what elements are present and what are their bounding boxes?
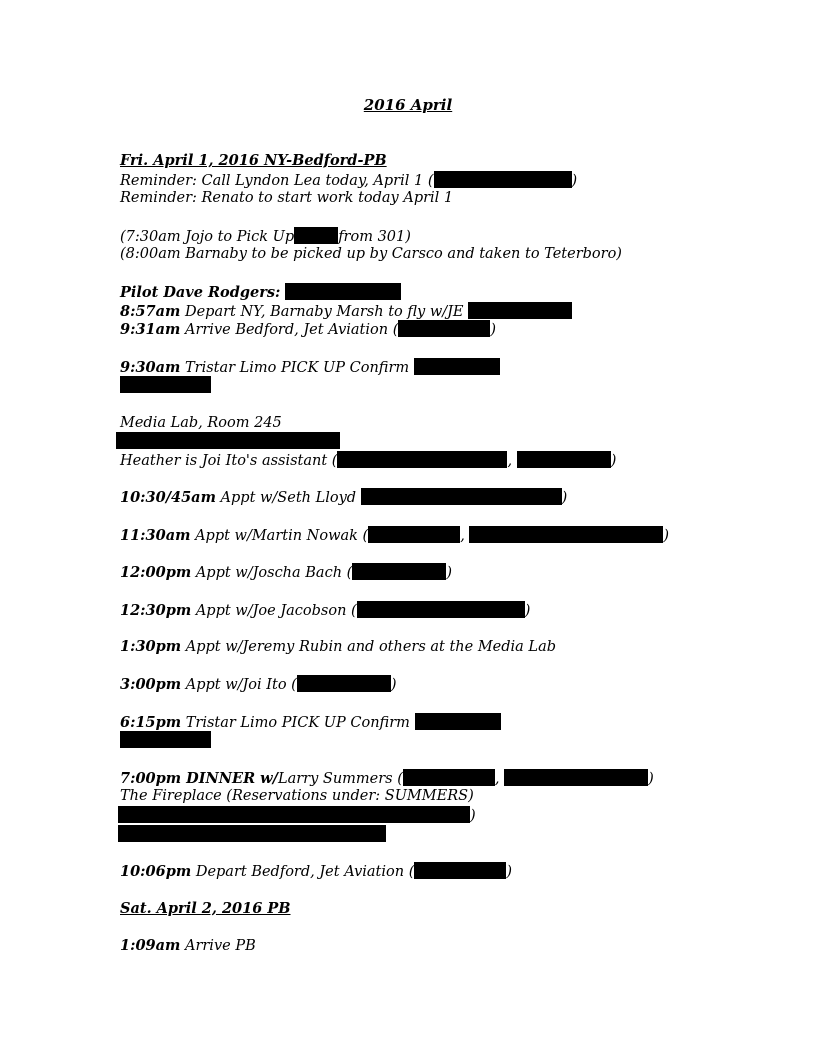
barnaby-pickup: (8:00am Barnaby to be picked up by Carsco and taken to Teterboro) (120, 246, 622, 263)
redaction (118, 806, 470, 823)
redaction (285, 283, 401, 300)
redaction (297, 675, 391, 692)
limo-pickup-morning: 9:30am Tristar Limo PICK UP Confirm (120, 358, 740, 377)
heather-assistant: Heather is Joi Ito's assistant ( , ) (120, 453, 617, 469)
redaction (468, 302, 572, 319)
redaction (504, 769, 648, 786)
redaction (414, 862, 506, 879)
reminder-renato: Reminder: Renato to start work today April 1 (120, 190, 454, 207)
reminder-lyndon-lea: Reminder: Call Lyndon Lea today, April 1 ( ) (120, 172, 578, 189)
redaction (361, 488, 562, 505)
media-lab-room: Media Lab, Room 245 (120, 414, 282, 431)
limo-pickup-evening: 6:15pm Tristar Limo PICK UP Confirm (120, 713, 740, 732)
redaction (116, 432, 340, 449)
pilot-line: Pilot Dave Rodgers: (120, 283, 740, 302)
fireplace-reservation: The Fireplace (Reservations under: SUMMERS) (120, 788, 474, 805)
redaction (120, 376, 211, 393)
day-heading-april-1: Fri. April 1, 2016 NY-Bedford-PB (120, 152, 387, 169)
redaction (414, 358, 500, 375)
redaction (352, 563, 446, 580)
redacted-address: ) (120, 806, 740, 825)
redaction (357, 601, 525, 618)
dinner-larry-summers: 7:00pm DINNER w/Larry Summers ( , ) (120, 769, 654, 787)
redaction (118, 825, 386, 842)
redaction (337, 451, 507, 468)
redaction (415, 713, 501, 730)
redaction (469, 526, 663, 543)
appt-martin-nowak: 11:30am Appt w/Martin Nowak ( , ) (120, 526, 670, 544)
redaction (120, 731, 211, 748)
appt-joscha-bach: 12:00pm Appt w/Joscha Bach ( ) (120, 564, 452, 582)
appt-joi-ito: 3:00pm Appt w/Joi Ito ( ) (120, 676, 397, 694)
redaction (403, 769, 495, 786)
page-title: 2016 April (363, 96, 453, 114)
redaction (434, 171, 572, 188)
redaction (294, 227, 338, 244)
appt-joe-jacobson: 12:30pm Appt w/Joe Jacobson ( ) (120, 601, 531, 619)
appt-jeremy-rubin: 1:30pm Appt w/Jeremy Rubin and others at the Media Lab (120, 637, 556, 655)
appt-seth-lloyd: 10:30/45am Appt w/Seth Lloyd ) (120, 489, 568, 507)
redaction (398, 320, 490, 337)
jojo-pickup: (7:30am Jojo to Pick Up from 301) (120, 228, 411, 245)
schedule-body (120, 152, 740, 956)
redaction (368, 526, 460, 543)
arrive-pb: 1:09am Arrive PB (120, 936, 256, 954)
depart-ny: 8:57am Depart NY, Barnaby Marsh to fly w/JE (120, 302, 740, 321)
day-heading-april-2: Sat. April 2, 2016 PB (120, 899, 291, 917)
depart-bedford: 10:06pm Depart Bedford, Jet Aviation ( ) (120, 863, 513, 881)
redaction (517, 451, 611, 468)
arrive-bedford: 9:31am Arrive Bedford, Jet Aviation ( ) (120, 321, 497, 339)
